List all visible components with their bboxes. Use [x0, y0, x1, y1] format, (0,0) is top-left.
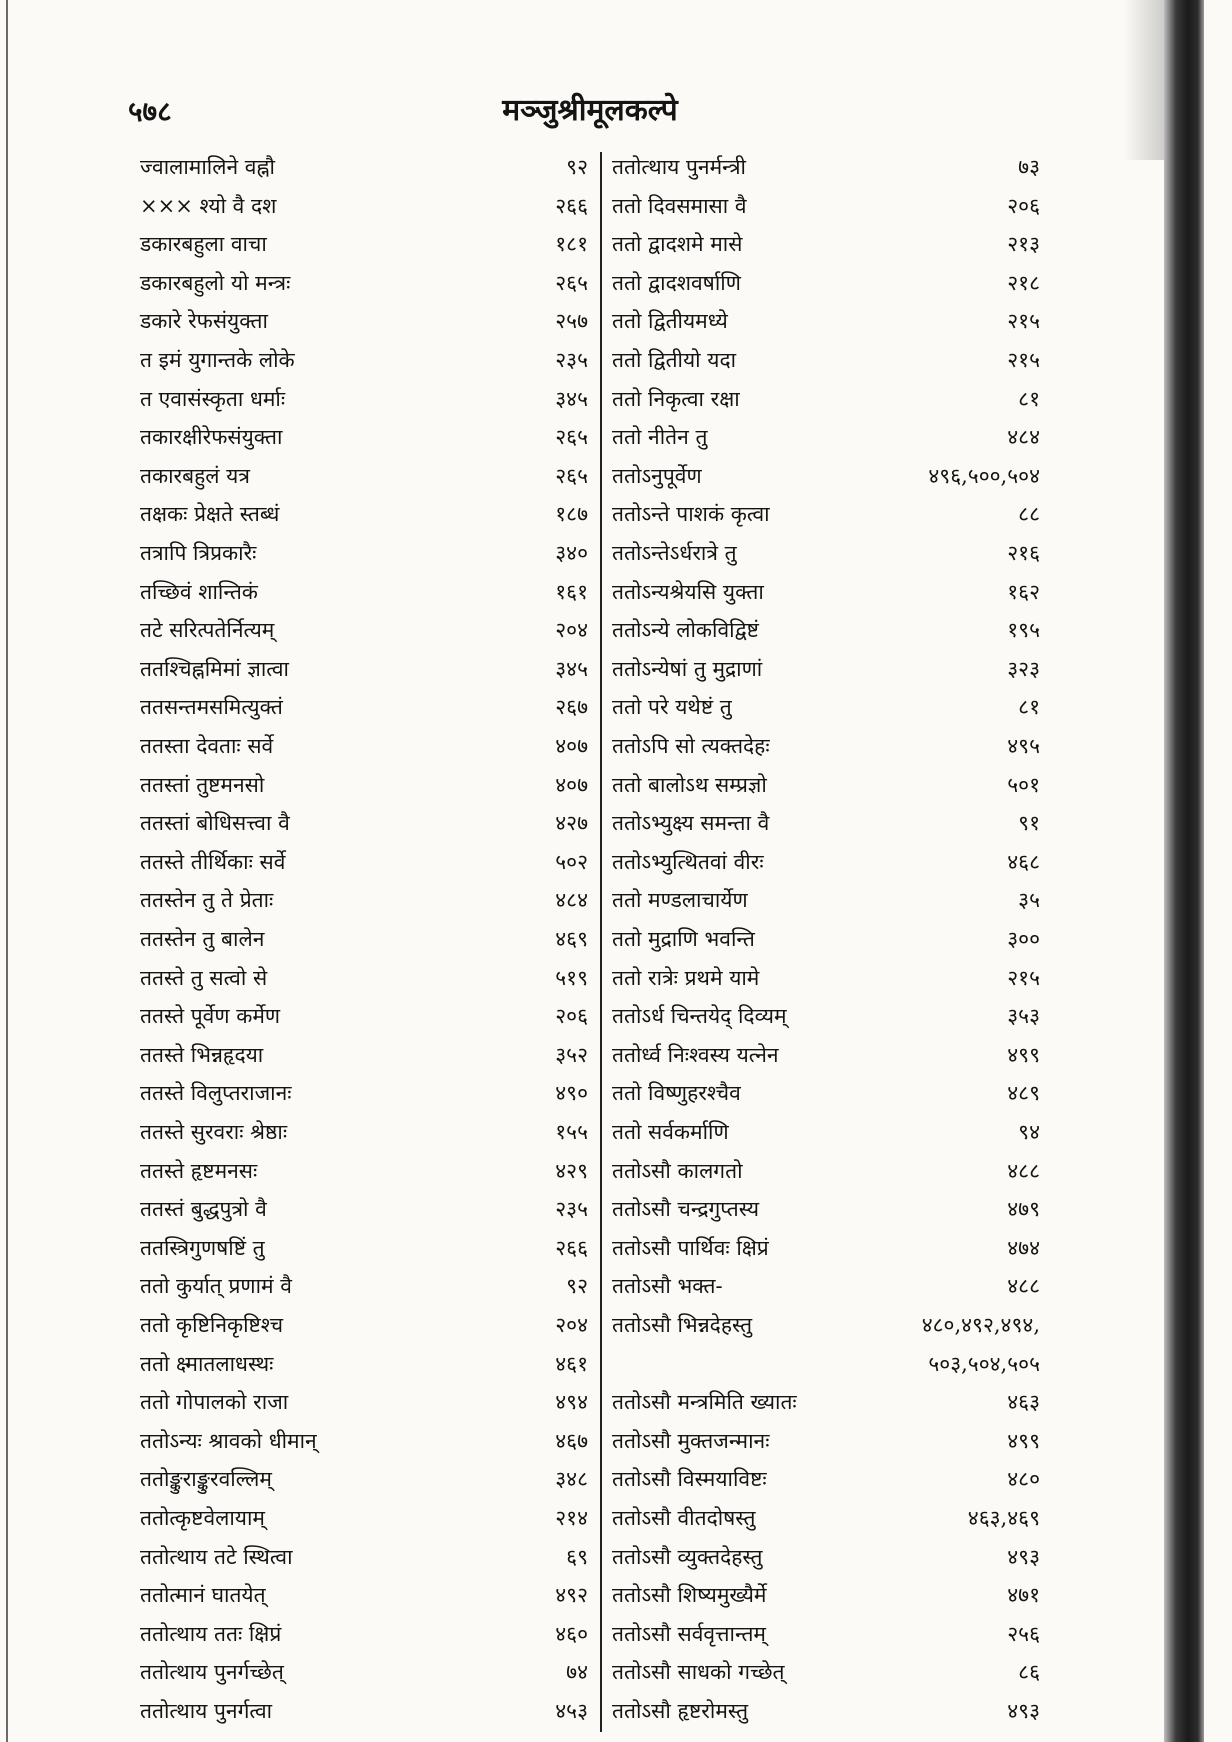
index-row — [140, 1615, 1060, 1653]
left-verse-ref: २०६ — [555, 1004, 588, 1029]
right-term: ततो मण्डलाचार्येण — [612, 888, 748, 913]
left-verse-ref: २१४ — [555, 1506, 588, 1530]
right-verse-ref: ४८८ — [1007, 1274, 1040, 1299]
index-row — [140, 1422, 1060, 1460]
left-term: ततस्ते पूर्वेण कर्मेण — [140, 1004, 281, 1029]
index-row — [140, 1152, 1060, 1190]
right-term: ततो रात्रेः प्रथमे यामे — [612, 965, 760, 990]
left-term: ××× श्यो वै दश — [140, 193, 277, 218]
index-row — [140, 1306, 1060, 1344]
right-verse-ref: ४६३ — [1007, 1390, 1040, 1415]
right-verse-ref: २१५ — [1007, 348, 1040, 372]
right-term: ततोर्ध्व निःश्वस्य यत्नेन — [612, 1042, 779, 1067]
left-term: त इमं युगान्तके लोके — [140, 348, 295, 372]
left-term: डकारे रेफसंयुक्ता — [140, 309, 268, 334]
right-verse-ref: ४८८ — [1007, 1158, 1040, 1183]
right-term: ततो परे यथेष्टं तु — [612, 695, 732, 720]
right-verse-ref: ४९६,५००,५०४ — [928, 463, 1040, 488]
left-term: ततोत्थाय तटे स्थित्वा — [140, 1544, 293, 1569]
right-term: ततोऽसौ सर्ववृत्तान्तम् — [612, 1621, 766, 1646]
left-verse-ref: ४८४ — [555, 888, 588, 913]
right-term: ततोऽन्तेऽर्धरात्रे तु — [612, 541, 737, 565]
left-term: ततस्ते विलुप्तराजानः — [140, 1081, 292, 1106]
index-row — [140, 804, 1060, 842]
index-row — [140, 920, 1060, 958]
right-verse-ref: ८६ — [1018, 1660, 1040, 1685]
left-term: ततो क्ष्मातलाधस्थः — [140, 1351, 274, 1376]
right-verse-ref: ४९३ — [1007, 1699, 1040, 1723]
right-term: ततो निकृत्वा रक्षा — [612, 386, 740, 411]
right-verse-ref: ४९९ — [1007, 1428, 1040, 1453]
right-verse-ref: ५०३,५०४,५०५ — [928, 1351, 1040, 1376]
left-verse-ref: २३५ — [555, 1197, 588, 1222]
index-row — [140, 1538, 1060, 1576]
left-verse-ref: ३४० — [555, 541, 588, 565]
right-term: ततोऽसौ मुक्तजन्मानः — [612, 1428, 770, 1453]
right-term: ततो नीतेन तु — [612, 425, 708, 450]
right-term: ततोऽसौ व्युक्तदेहस्तु — [612, 1544, 763, 1569]
right-term: ततोऽभ्युत्थितवां वीरः — [612, 849, 764, 874]
right-term: ततो विष्णुहरश्चैव — [612, 1081, 741, 1106]
right-verse-ref: ९४ — [1018, 1120, 1040, 1144]
right-verse-ref: २१५ — [1007, 309, 1040, 334]
right-verse-ref: ५०१ — [1007, 772, 1040, 797]
right-verse-ref: १६२ — [1007, 579, 1040, 604]
index-row — [140, 1267, 1060, 1305]
right-verse-ref: ४८४ — [1007, 425, 1040, 450]
index-row — [140, 495, 1060, 533]
left-verse-ref: ४०७ — [555, 772, 588, 797]
index-row — [140, 1036, 1060, 1074]
left-term: ततोत्कृष्टवेलायाम् — [140, 1506, 265, 1530]
left-term: ततोङ्कुराङ्कुरवल्लिम् — [140, 1467, 272, 1492]
left-verse-ref: २०४ — [555, 618, 588, 643]
index-row — [140, 457, 1060, 495]
index-row — [140, 1692, 1060, 1730]
index-row — [140, 148, 1060, 186]
index-row — [140, 1383, 1060, 1421]
left-term: ततोऽन्यः श्रावको धीमान् — [140, 1428, 317, 1453]
left-term: ततस्ते भिन्नहृदया — [140, 1042, 264, 1067]
left-verse-ref: ५०२ — [555, 849, 588, 874]
right-term: ततोऽसौ भक्त- — [612, 1274, 723, 1299]
left-verse-ref: १८७ — [555, 502, 588, 527]
left-verse-ref: ४२७ — [555, 811, 588, 836]
right-verse-ref: २१६ — [1007, 541, 1040, 565]
left-term: ततस्त्रिगुणषष्टिं तु — [140, 1235, 265, 1260]
right-verse-ref: ४८९ — [1007, 1081, 1040, 1106]
index-row — [140, 1074, 1060, 1112]
right-verse-ref: ४६३,४६९ — [967, 1506, 1040, 1530]
left-verse-ref: ४९२ — [555, 1583, 588, 1608]
left-term: ततो गोपालको राजा — [140, 1390, 289, 1415]
left-term: ततस्तेन तु ते प्रेताः — [140, 888, 274, 913]
left-term: ततोत्मानं घातयेत् — [140, 1583, 266, 1608]
right-term: ततोऽन्यश्रेयसि युक्ता — [612, 579, 764, 604]
right-term: ततोऽभ्युक्ष्य समन्ता वै — [612, 811, 770, 836]
index-row — [140, 688, 1060, 726]
left-verse-ref: ४६७ — [555, 1428, 588, 1453]
left-term: ततोत्थाय पुनर्गच्छेत् — [140, 1660, 284, 1685]
page-number: ५७८ — [128, 95, 172, 128]
right-verse-ref: २१८ — [1007, 270, 1040, 295]
left-verse-ref: २६५ — [555, 425, 588, 450]
right-term: ततोऽनुपूर्वेण — [612, 463, 702, 488]
right-term: ततोऽर्ध चिन्तयेद् दिव्यम् — [612, 1004, 787, 1029]
right-verse-ref: २५६ — [1007, 1621, 1040, 1646]
left-term: तत्रापि त्रिप्रकारैः — [140, 541, 257, 565]
right-verse-ref: ८१ — [1018, 386, 1040, 411]
right-term: ततो दिवसमासा वै — [612, 193, 747, 218]
left-verse-ref: ४९० — [555, 1081, 588, 1106]
right-term: ततो द्वितीयो यदा — [612, 348, 737, 372]
left-verse-ref: ३४८ — [555, 1467, 588, 1492]
right-term: ततो बालोऽथ सम्प्रज्ञो — [612, 772, 767, 797]
right-verse-ref: १९५ — [1007, 618, 1040, 643]
right-term: ततोऽन्ये लोकविद्विष्टं — [612, 618, 759, 643]
index-row — [140, 727, 1060, 765]
right-verse-ref: ४७४ — [1007, 1235, 1040, 1260]
left-verse-ref: ४९४ — [555, 1390, 588, 1415]
right-term: ततोऽसौ मन्त्रमिति ख्यातः — [612, 1390, 797, 1415]
right-verse-ref: ४७९ — [1007, 1197, 1040, 1222]
left-term: ततोत्थाय ततः क्षिप्रं — [140, 1621, 282, 1646]
index-row — [140, 959, 1060, 997]
left-term: ततसन्तमसमित्युक्तं — [140, 695, 283, 720]
index-row — [140, 843, 1060, 881]
left-term: त एवासंस्कृता धर्माः — [140, 386, 286, 411]
right-verse-ref: ४७१ — [1007, 1583, 1040, 1608]
index-row — [140, 1229, 1060, 1267]
left-verse-ref: ९२ — [566, 155, 588, 179]
right-verse-ref: ४९३ — [1007, 1544, 1040, 1569]
left-term: तटे सरित्पतेर्नित्यम् — [140, 618, 275, 643]
left-verse-ref: २६६ — [555, 1235, 588, 1260]
left-verse-ref: ३४५ — [555, 386, 588, 411]
index-row — [140, 1653, 1060, 1691]
index-row — [140, 997, 1060, 1035]
index-row — [140, 1499, 1060, 1537]
index-row — [140, 611, 1060, 649]
left-term: डकारबहुला वाचा — [140, 232, 267, 257]
left-term: ततस्ता देवताः सर्वे — [140, 734, 274, 758]
left-verse-ref: २०४ — [555, 1313, 588, 1337]
left-verse-ref: १८१ — [555, 232, 588, 257]
left-verse-ref: ४२९ — [555, 1158, 588, 1183]
left-term: ततस्तां तुष्टमनसो — [140, 772, 265, 797]
right-verse-ref: २१५ — [1007, 965, 1040, 990]
left-verse-ref: ४०७ — [555, 734, 588, 758]
left-term: डकारबहुलो यो मन्त्रः — [140, 270, 291, 295]
right-verse-ref: ३५ — [1018, 888, 1040, 913]
right-term: ततोऽसौ वीतदोषस्तु — [612, 1506, 756, 1530]
running-title: मञ्जुश्रीमूलकल्पे — [502, 93, 678, 128]
right-term: ततोऽसौ पार्थिवः क्षिप्रं — [612, 1235, 769, 1260]
left-verse-ref: ४६१ — [555, 1351, 588, 1376]
right-term: ततोत्थाय पुनर्मन्त्री — [612, 155, 746, 179]
left-term: ततो कुर्यात् प्रणामं वै — [140, 1274, 292, 1299]
left-verse-ref: ४६० — [555, 1621, 588, 1646]
index-row — [140, 418, 1060, 456]
index-row — [140, 264, 1060, 302]
page-edge-rule — [6, 0, 8, 1742]
index-row — [140, 1190, 1060, 1228]
right-verse-ref: ८१ — [1018, 695, 1040, 720]
left-verse-ref: ६९ — [566, 1544, 588, 1569]
right-verse-ref: ८८ — [1018, 502, 1040, 527]
index-row — [140, 1576, 1060, 1614]
index-row — [140, 302, 1060, 340]
right-verse-ref: ७३ — [1018, 155, 1040, 179]
left-verse-ref: २६५ — [555, 270, 588, 295]
index-row — [140, 766, 1060, 804]
right-verse-ref: ४६८ — [1007, 849, 1040, 874]
right-term: ततोऽसौ शिष्यमुख्यैर्मे — [612, 1583, 767, 1608]
right-term: ततो मुद्राणि भवन्ति — [612, 927, 755, 951]
right-verse-ref: ४९९ — [1007, 1042, 1040, 1067]
left-term: तच्छिवं शान्तिकं — [140, 579, 258, 604]
left-term: ततस्ते तीर्थिकाः सर्वे — [140, 849, 286, 874]
scanned-page-edge-shadow — [1164, 0, 1204, 1742]
right-term: ततोऽसौ विस्मयाविष्टः — [612, 1467, 767, 1492]
index-row — [140, 1460, 1060, 1498]
right-verse-ref: ४९५ — [1007, 734, 1040, 758]
left-verse-ref: ९२ — [566, 1274, 588, 1299]
index-row — [140, 341, 1060, 379]
left-term: ततस्तेन तु बालेन — [140, 927, 265, 951]
index-table — [140, 148, 1060, 1738]
left-verse-ref: ३५२ — [555, 1042, 588, 1067]
right-term: ततो द्वादशवर्षाणि — [612, 270, 741, 295]
index-row — [140, 187, 1060, 225]
left-verse-ref: ४५३ — [555, 1699, 588, 1723]
right-term: ततोऽसौ चन्द्रगुप्तस्य — [612, 1197, 760, 1222]
right-verse-ref: २१३ — [1007, 232, 1040, 257]
index-row — [140, 650, 1060, 688]
right-term: ततोऽन्येषां तु मुद्राणां — [612, 656, 763, 681]
index-row — [140, 380, 1060, 418]
right-term: ततोऽसौ हृष्टरोमस्तु — [612, 1699, 749, 1723]
right-verse-ref: ४८०,४९२,४९४, — [921, 1313, 1040, 1337]
right-term: ततोऽसौ भिन्नदेहस्तु — [612, 1313, 753, 1337]
right-term: ततो द्वितीयमध्ये — [612, 309, 728, 334]
index-row — [140, 881, 1060, 919]
left-term: ततस्ते सुरवराः श्रेष्ठाः — [140, 1120, 288, 1144]
right-verse-ref: ४८० — [1007, 1467, 1040, 1492]
right-term: ततोऽसौ कालगतो — [612, 1158, 743, 1183]
left-term: तक्षकः प्रेक्षते स्तब्धं — [140, 502, 280, 527]
right-verse-ref: ३०० — [1007, 927, 1040, 951]
left-term: ततस्तां बोधिसत्त्वा वै — [140, 811, 290, 836]
left-verse-ref: २६६ — [555, 193, 588, 218]
right-term: ततोऽसौ साधको गच्छेत् — [612, 1660, 785, 1685]
left-term: ततस्ते हृष्टमनसः — [140, 1158, 258, 1183]
left-verse-ref: २३५ — [555, 348, 588, 372]
right-verse-ref: २०६ — [1007, 193, 1040, 218]
left-verse-ref: ४६९ — [555, 927, 588, 951]
left-term: ज्वालामालिने वह्नौ — [140, 155, 275, 179]
index-row — [140, 1345, 1060, 1383]
left-term: तकारक्षीरेफसंयुक्ता — [140, 425, 283, 450]
left-verse-ref: २६५ — [555, 463, 588, 488]
right-term: ततोऽपि सो त्यक्तदेहः — [612, 734, 770, 758]
index-row — [140, 573, 1060, 611]
left-verse-ref: १५५ — [555, 1120, 588, 1144]
index-row — [140, 225, 1060, 263]
left-term: ततोत्थाय पुनर्गत्वा — [140, 1699, 273, 1723]
left-term: ततस्ते तु सत्वो से — [140, 965, 268, 990]
right-term: ततो द्वादशमे मासे — [612, 232, 743, 257]
left-verse-ref: १६१ — [555, 579, 588, 604]
right-term: ततो सर्वकर्माणि — [612, 1120, 729, 1144]
right-verse-ref: ३५३ — [1007, 1004, 1040, 1029]
index-row — [140, 534, 1060, 572]
left-term: ततश्चिह्नमिमां ज्ञात्वा — [140, 656, 289, 681]
left-term: तकारबहुलं यत्र — [140, 463, 250, 488]
left-verse-ref: ७४ — [566, 1660, 588, 1685]
left-term: ततो कृष्टिनिकृष्टिश्च — [140, 1313, 284, 1337]
left-verse-ref: २६७ — [555, 695, 588, 720]
left-term: ततस्तं बुद्धपुत्रो वै — [140, 1197, 267, 1222]
right-verse-ref: ९१ — [1018, 811, 1040, 836]
left-verse-ref: ३४५ — [555, 656, 588, 681]
left-verse-ref: ५१९ — [555, 965, 588, 990]
index-row — [140, 1113, 1060, 1151]
right-term: ततोऽन्ते पाशकं कृत्वा — [612, 502, 770, 527]
left-verse-ref: २५७ — [555, 309, 588, 334]
right-verse-ref: ३२३ — [1007, 656, 1040, 681]
